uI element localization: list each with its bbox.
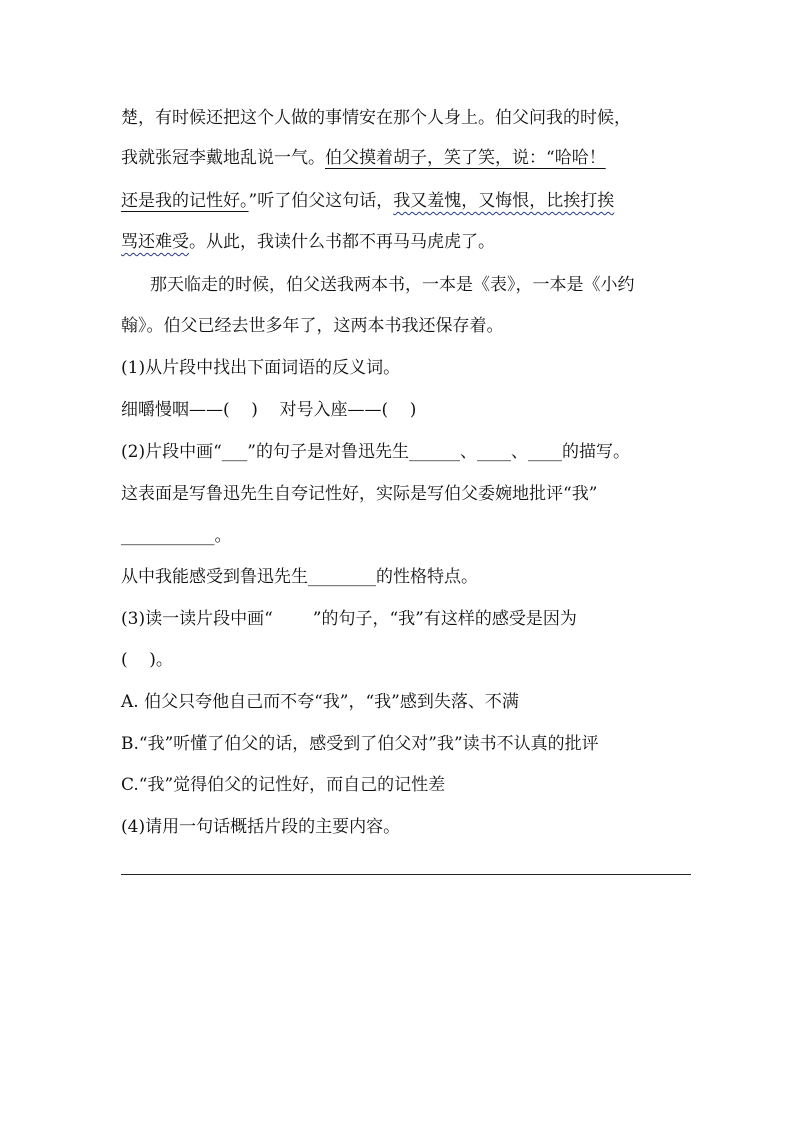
passage-text: 楚，有时候还把这个人做的事情安在那个人身上。伯父问我的时候， <box>121 108 631 128</box>
question-2-line-1 <box>121 440 701 464</box>
passage-line-5 <box>150 273 730 297</box>
question-text: (4)请用一句话概括片段的主要内容。 <box>121 817 401 837</box>
passage-line-1 <box>121 106 701 130</box>
antonym-blanks: 细嚼慢咽——( ) 对号入座——( ) <box>121 400 417 420</box>
choice-a <box>121 690 701 714</box>
choice-blank: ( )。 <box>121 650 173 670</box>
choice-text: B.“我”听懂了伯父的话，感受到了伯父对”我”读书不认真的批评 <box>121 734 599 754</box>
question-2-line-4 <box>121 565 701 589</box>
question-text: 从中我能感受到鲁迅先生________的性格特点。 <box>121 567 478 587</box>
passage-line-6 <box>121 314 701 338</box>
question-text: 这表面是写鲁迅先生自夸记性好，实际是写伯父委婉地批评“我” <box>121 484 598 504</box>
question-text: (3)读一读片段中画“ <box>121 609 273 629</box>
question-2-line-2 <box>121 482 701 506</box>
question-1 <box>121 356 701 380</box>
choice-text: A. 伯父只夸他自己而不夸“我”，“我”感到失落、不满 <box>121 692 519 712</box>
passage-text: 那天临走的时候，伯父送我两本书，一本是《表》，一本是《小约 <box>150 275 635 295</box>
choice-c <box>121 773 701 797</box>
underlined-sentence: 伯父摸着胡子，笑了笑，说：“哈哈！ <box>325 148 606 168</box>
question-2-line-3 <box>121 524 701 548</box>
answer-line <box>121 874 691 875</box>
wavy-underlined-sentence: 骂还难受 <box>121 232 189 252</box>
passage-line-4 <box>121 230 701 254</box>
passage-line-2 <box>121 146 701 170</box>
choice-text: C.“我”觉得伯父的记性好，而自己的记性差 <box>121 775 446 795</box>
question-text: ”的句子，“我”有这样的感受是因为 <box>312 609 577 629</box>
passage-text: 翰》。伯父已经去世多年了，这两本书我还保存着。 <box>121 316 504 336</box>
wavy-underlined-sentence: 我又羞愧，又悔恨，比挨打挨 <box>393 191 615 211</box>
answer-blank: ___________。 <box>121 526 232 546</box>
passage-line-3 <box>121 189 701 213</box>
question-1-items <box>121 398 701 422</box>
choice-b <box>121 732 701 756</box>
question-text: (2)片段中画“___”的句子是对鲁迅先生______、____、____的描写。 <box>121 442 630 462</box>
question-text: (1)从片段中找出下面词语的反义词。 <box>121 358 401 378</box>
passage-text: ”听了伯父这句话， <box>248 191 394 211</box>
passage-text: 。从此，我读什么书都不再马马虎虎了。 <box>189 232 495 252</box>
underlined-sentence: 还是我的记性好。 <box>121 191 249 211</box>
wavy-line-sample <box>273 614 313 624</box>
passage-text: 我就张冠李戴地乱说一气。 <box>121 148 325 168</box>
question-4 <box>121 815 701 839</box>
question-3-blank <box>121 648 701 672</box>
question-3 <box>121 607 701 631</box>
